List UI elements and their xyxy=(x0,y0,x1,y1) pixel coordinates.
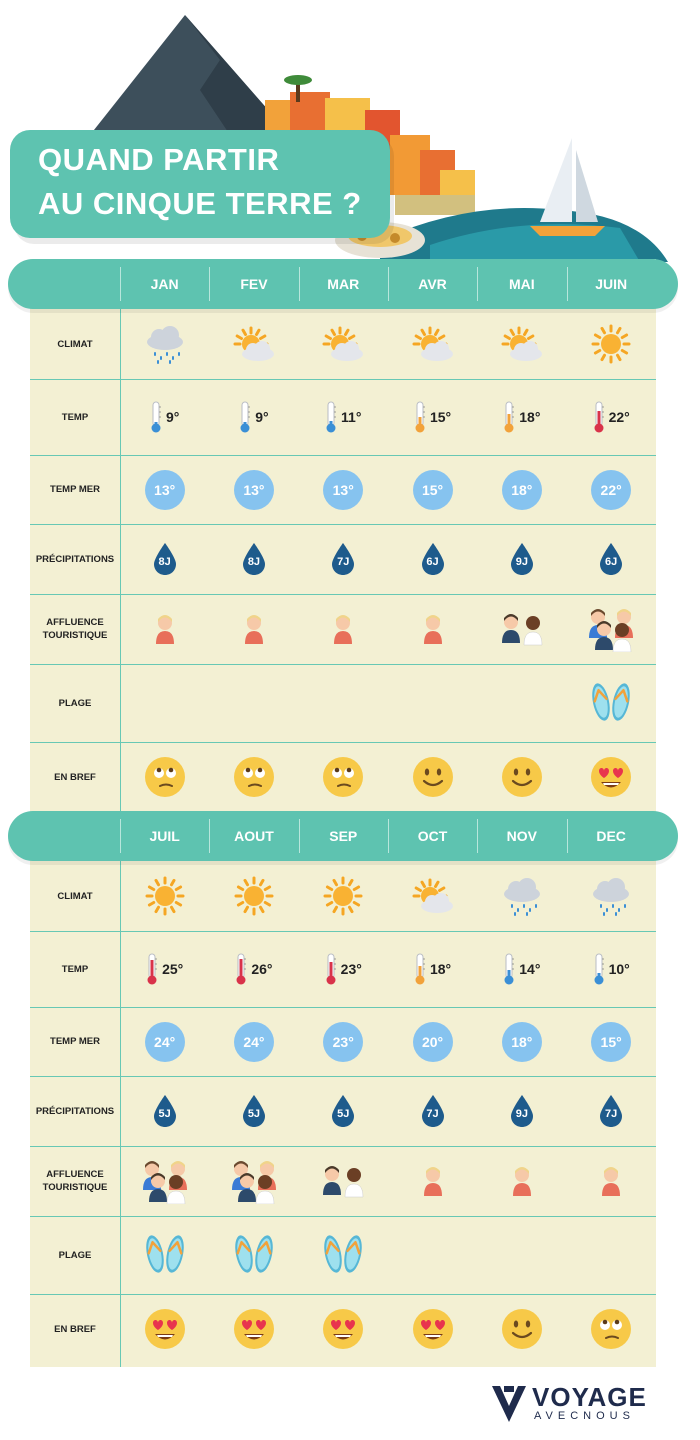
rain-cloud-icon xyxy=(588,874,634,918)
month-label: JUIL xyxy=(149,828,180,844)
cell-temp_mer xyxy=(477,455,566,524)
cell-temp xyxy=(120,379,209,455)
thermometer-icon xyxy=(325,953,337,985)
cell-climat xyxy=(388,309,477,379)
rain-days: 6J xyxy=(605,556,618,568)
rain-drop xyxy=(330,542,356,576)
cell-affluence xyxy=(299,1146,388,1216)
month-label: DEC xyxy=(596,828,626,844)
month-label: JUIN xyxy=(595,276,628,292)
rain-days: 5J xyxy=(158,1108,171,1120)
sea-temperature-badge: 22° xyxy=(591,470,631,510)
title-box xyxy=(10,130,390,238)
cell-precip xyxy=(299,1076,388,1146)
cell-temp xyxy=(209,379,298,455)
rain-drop xyxy=(420,542,446,576)
cell-plage xyxy=(209,1216,298,1294)
temperature-value: 9° xyxy=(165,409,180,425)
sun-cloud-icon xyxy=(499,324,545,364)
cell-climat xyxy=(388,861,477,931)
flip-flops-icon xyxy=(143,1232,187,1278)
cell-plage xyxy=(299,1216,388,1294)
cell-climat xyxy=(299,309,388,379)
cell-plage xyxy=(388,664,477,742)
temperature-value: 22° xyxy=(608,409,630,425)
month-label: SEP xyxy=(329,828,358,844)
rain-days: 7J xyxy=(337,556,350,568)
cell-temp_mer xyxy=(209,455,298,524)
tourists-icon xyxy=(318,1163,368,1199)
cell-plage xyxy=(120,664,209,742)
sea-temperature-badge: 23° xyxy=(323,1022,363,1062)
thermometer-icon xyxy=(593,953,605,985)
sun-cloud-icon xyxy=(320,324,366,364)
thermometer-icon xyxy=(414,953,426,985)
cell-plage xyxy=(120,1216,209,1294)
sun-icon xyxy=(232,876,276,916)
cell-bref xyxy=(477,1294,566,1364)
logo-subtext: AVECNOUS xyxy=(534,1410,635,1422)
cell-climat xyxy=(299,861,388,931)
heart-eyes-emoji-icon xyxy=(322,1308,364,1350)
sea-temperature-badge: 15° xyxy=(591,1022,631,1062)
tourist-icon xyxy=(418,1164,448,1198)
cell-climat xyxy=(477,861,566,931)
cell-temp_mer xyxy=(388,455,477,524)
sea-temperature-badge: 24° xyxy=(145,1022,185,1062)
cell-affluence xyxy=(477,594,566,664)
sea-temperature-badge: 13° xyxy=(234,470,274,510)
thermometer-icon xyxy=(503,401,515,433)
month-header-band xyxy=(8,811,678,861)
month-label: AVR xyxy=(418,276,447,292)
tourist-icon xyxy=(328,612,358,646)
cell-temp xyxy=(299,379,388,455)
logo-icon xyxy=(490,1384,528,1424)
cell-temp xyxy=(209,931,298,1007)
month-label: MAR xyxy=(327,276,360,292)
rain-days: 9J xyxy=(515,1108,528,1120)
cell-affluence xyxy=(477,1146,566,1216)
cell-temp_mer xyxy=(299,1007,388,1076)
tourist-icon xyxy=(150,612,180,646)
rain-cloud-icon xyxy=(499,874,545,918)
tourist-icon xyxy=(418,612,448,646)
cell-temp xyxy=(477,379,566,455)
rain-drop xyxy=(152,542,178,576)
rain-drop xyxy=(420,1094,446,1128)
cell-climat xyxy=(120,861,209,931)
cell-bref xyxy=(120,1294,209,1364)
cell-climat xyxy=(209,861,298,931)
cell-bref xyxy=(567,742,656,812)
sun-cloud-icon xyxy=(231,324,277,364)
cell-bref xyxy=(567,1294,656,1364)
rain-drop xyxy=(330,1094,356,1128)
sea-temperature-badge: 18° xyxy=(502,1022,542,1062)
temperature-value: 15° xyxy=(429,409,452,425)
cell-bref xyxy=(120,742,209,812)
rain-drop xyxy=(241,1094,267,1128)
cell-temp_mer xyxy=(209,1007,298,1076)
rain-drop xyxy=(509,542,535,576)
cell-temp xyxy=(567,379,656,455)
cell-climat xyxy=(567,861,656,931)
row-label-bref: EN BREF xyxy=(54,771,96,783)
rain-drop xyxy=(241,542,267,576)
rain-cloud-icon xyxy=(142,322,188,366)
logo-text: VOYAGE xyxy=(532,1382,647,1412)
month-label: JAN xyxy=(150,276,179,292)
heart-eyes-emoji-icon xyxy=(412,1308,454,1350)
rain-days: 8J xyxy=(158,556,171,568)
cell-bref xyxy=(299,742,388,812)
sea-temperature-badge: 15° xyxy=(413,470,453,510)
smile-emoji-icon xyxy=(501,756,543,798)
month-label: NOV xyxy=(506,828,537,844)
cell-climat xyxy=(120,309,209,379)
row-label-line: AFFLUENCE xyxy=(46,617,104,628)
thermometer-icon xyxy=(146,953,158,985)
row-label-temp_mer: TEMP MER xyxy=(50,1036,100,1047)
cell-affluence xyxy=(209,1146,298,1216)
cell-precip xyxy=(299,524,388,594)
flip-flops-icon xyxy=(321,1232,365,1278)
row-label-line: TOURISTIQUE xyxy=(42,1182,108,1193)
cell-plage xyxy=(567,664,656,742)
thermometer-icon xyxy=(414,401,426,433)
calendar-panel xyxy=(30,811,656,1367)
sea-temperature-badge: 24° xyxy=(234,1022,274,1062)
cell-plage xyxy=(477,1216,566,1294)
rain-days: 9J xyxy=(515,556,528,568)
sun-icon xyxy=(143,876,187,916)
month-header-band xyxy=(8,259,678,309)
cell-bref xyxy=(209,1294,298,1364)
cell-affluence xyxy=(299,594,388,664)
rolling-eyes-emoji-icon xyxy=(233,756,275,798)
cell-plage xyxy=(299,664,388,742)
temperature-value: 18° xyxy=(519,409,541,425)
thermometer-icon xyxy=(503,953,515,985)
row-label-temp_mer: TEMP MER xyxy=(50,484,100,495)
cell-bref xyxy=(209,742,298,812)
cell-temp xyxy=(120,931,209,1007)
rain-drop xyxy=(509,1094,535,1128)
sea-temperature-badge: 13° xyxy=(323,470,363,510)
rain-drop xyxy=(598,542,624,576)
tourist-icon xyxy=(239,612,269,646)
temperature-value: 26° xyxy=(251,961,273,977)
cell-temp xyxy=(567,931,656,1007)
cell-precip xyxy=(388,1076,477,1146)
rain-drop xyxy=(152,1094,178,1128)
cell-affluence xyxy=(388,1146,477,1216)
cell-temp_mer xyxy=(120,455,209,524)
cell-affluence xyxy=(120,594,209,664)
row-label-climat: CLIMAT xyxy=(57,890,93,902)
cell-temp_mer xyxy=(477,1007,566,1076)
row-label-affluence xyxy=(30,1168,120,1194)
tourist-icon xyxy=(596,1164,626,1198)
heart-eyes-emoji-icon xyxy=(590,756,632,798)
temperature-value: 18° xyxy=(429,961,452,977)
cell-affluence xyxy=(567,1146,656,1216)
rain-days: 6J xyxy=(426,556,439,568)
cell-precip xyxy=(477,1076,566,1146)
cell-temp xyxy=(299,931,388,1007)
sea-temperature-badge: 18° xyxy=(502,470,542,510)
heart-eyes-emoji-icon xyxy=(144,1308,186,1350)
cell-precip xyxy=(209,1076,298,1146)
sea-temperature-badge: 13° xyxy=(145,470,185,510)
month-label: OCT xyxy=(417,828,448,844)
row-label-precip: PRÉCIPITATIONS xyxy=(35,553,115,565)
row-label-climat: CLIMAT xyxy=(57,338,93,350)
smile-emoji-icon xyxy=(412,756,454,798)
flip-flops-icon xyxy=(232,1232,276,1278)
cell-affluence xyxy=(120,1146,209,1216)
brand-logo xyxy=(490,1380,670,1430)
row-label-line: AFFLUENCE xyxy=(46,1169,104,1180)
cell-precip xyxy=(120,1076,209,1146)
tourist-icon xyxy=(507,1164,537,1198)
cell-temp_mer xyxy=(567,1007,656,1076)
cell-bref xyxy=(477,742,566,812)
temperature-value: 14° xyxy=(519,961,541,977)
crowd-icon xyxy=(227,1158,281,1204)
month-label: FEV xyxy=(240,276,268,292)
sea-temperature-badge: 20° xyxy=(413,1022,453,1062)
rain-days: 7J xyxy=(426,1108,439,1120)
rolling-eyes-emoji-icon xyxy=(144,756,186,798)
cell-precip xyxy=(388,524,477,594)
row-label-affluence xyxy=(30,616,120,642)
rain-days: 5J xyxy=(247,1108,261,1120)
crowd-icon xyxy=(584,606,638,652)
cell-temp xyxy=(477,931,566,1007)
thermometer-icon xyxy=(239,401,251,433)
rolling-eyes-emoji-icon xyxy=(590,1308,632,1350)
temperature-value: 11° xyxy=(341,409,362,425)
rain-drop xyxy=(598,1094,624,1128)
thermometer-icon xyxy=(150,401,162,433)
title-line-2: AU CINQUE TERRE ? xyxy=(38,186,362,221)
cell-plage xyxy=(388,1216,477,1294)
row-label-line: TOURISTIQUE xyxy=(42,630,108,641)
row-label-plage: PLAGE xyxy=(58,697,92,709)
cell-plage xyxy=(567,1216,656,1294)
temperature-value: 23° xyxy=(340,961,362,977)
title-line-1: QUAND PARTIR xyxy=(38,142,280,177)
month-label: AOUT xyxy=(234,828,274,844)
cell-climat xyxy=(567,309,656,379)
temperature-value: 9° xyxy=(255,409,269,425)
temperature-value: 25° xyxy=(162,961,184,977)
cell-bref xyxy=(388,1294,477,1364)
smile-emoji-icon xyxy=(501,1308,543,1350)
rain-days: 5J xyxy=(337,1108,350,1120)
cell-climat xyxy=(209,309,298,379)
cell-plage xyxy=(209,664,298,742)
cell-precip xyxy=(120,524,209,594)
row-label-precip: PRÉCIPITATIONS xyxy=(35,1105,115,1117)
cell-affluence xyxy=(209,594,298,664)
cell-temp_mer xyxy=(567,455,656,524)
thermometer-icon xyxy=(593,401,605,433)
cell-plage xyxy=(477,664,566,742)
tourists-icon xyxy=(497,611,547,647)
sun-cloud-icon xyxy=(410,324,456,364)
flip-flops-icon xyxy=(589,680,633,726)
cell-bref xyxy=(299,1294,388,1364)
calendar-panel xyxy=(30,259,656,812)
cell-affluence xyxy=(567,594,656,664)
row-label-temp: TEMP xyxy=(61,411,89,423)
cell-bref xyxy=(388,742,477,812)
row-label-temp: TEMP xyxy=(61,963,89,975)
thermometer-icon xyxy=(325,401,337,433)
row-label-plage: PLAGE xyxy=(58,1249,92,1261)
heart-eyes-emoji-icon xyxy=(233,1308,275,1350)
cell-temp_mer xyxy=(120,1007,209,1076)
sun-icon xyxy=(321,876,365,916)
crowd-icon xyxy=(138,1158,192,1204)
thermometer-icon xyxy=(235,953,247,985)
cell-temp_mer xyxy=(388,1007,477,1076)
cell-temp_mer xyxy=(299,455,388,524)
cell-precip xyxy=(567,524,656,594)
month-label: MAI xyxy=(509,276,535,292)
temperature-value: 10° xyxy=(608,961,630,977)
row-label-bref: EN BREF xyxy=(54,1323,96,1335)
cell-affluence xyxy=(388,594,477,664)
cell-temp xyxy=(388,379,477,455)
cell-temp xyxy=(388,931,477,1007)
cell-precip xyxy=(477,524,566,594)
rain-days: 7J xyxy=(605,1108,618,1120)
rolling-eyes-emoji-icon xyxy=(322,756,364,798)
cell-climat xyxy=(477,309,566,379)
sun-cloud-icon xyxy=(410,876,456,916)
cell-precip xyxy=(567,1076,656,1146)
cell-precip xyxy=(209,524,298,594)
rain-days: 8J xyxy=(247,556,261,568)
sun-icon xyxy=(589,324,633,364)
